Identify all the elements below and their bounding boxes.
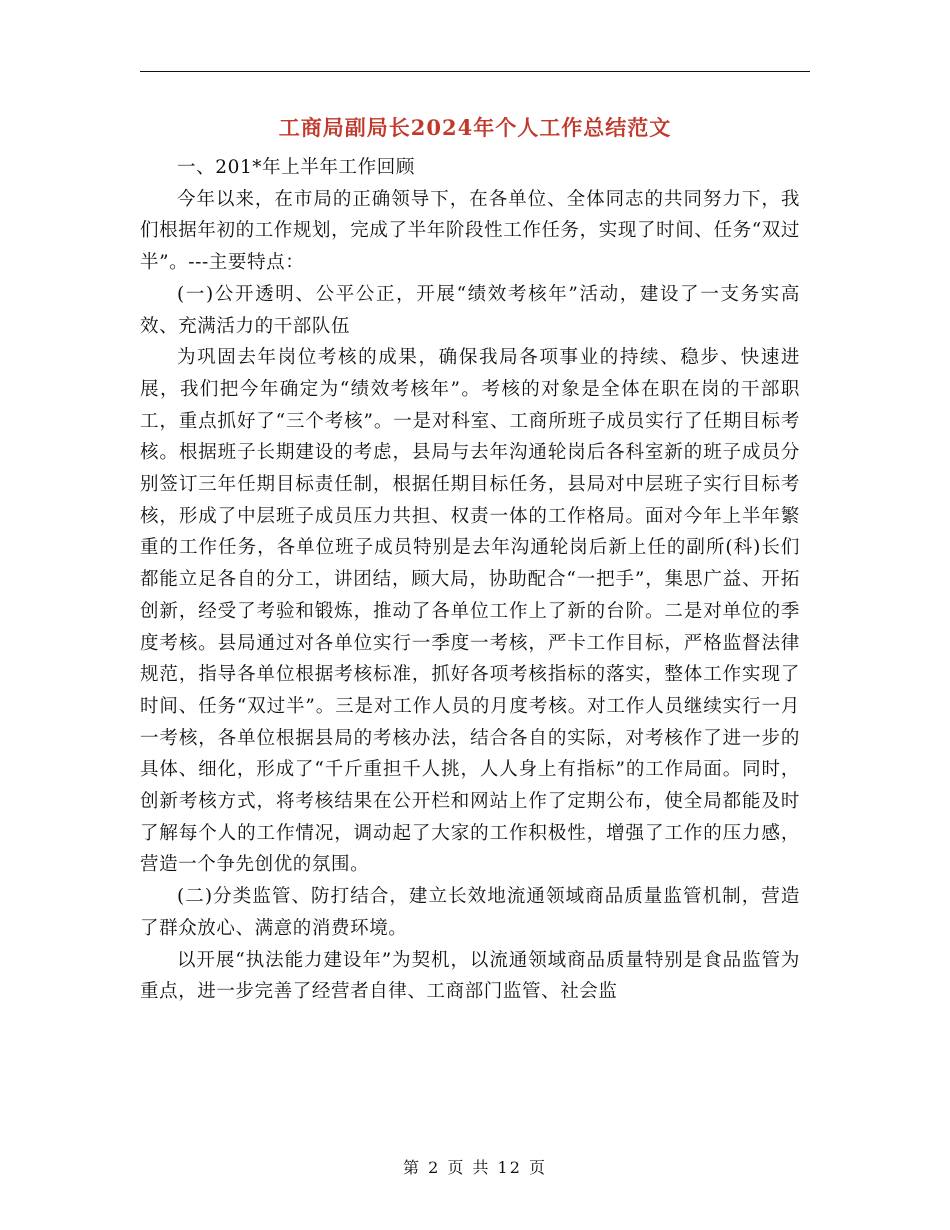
- body-paragraph: 今年以来，在市局的正确领导下，在各单位、全体同志的共同努力下，我们根据年初的工作规划，完成了半年阶段性工作任务，实现了时间、任务“双过半”。---主要特点：: [140, 188, 800, 274]
- page-number-footer: 第 2 页 共 12 页: [403, 1158, 547, 1177]
- body-paragraph: 以开展“执法能力建设年”为契机，以流通领域商品质量特别是食品监管为重点，进一步完善了经营者自律、工商部门监管、社会监: [140, 949, 800, 1003]
- subsection-heading: (二)分类监管、防打结合，建立长效地流通领域商品质量监管机制，营造了群众放心、满意的消费环境。: [140, 886, 800, 939]
- body-paragraph: 为巩固去年岗位考核的成果，确保我局各项事业的持续、稳步、快速进展，我们把今年确定为“绩效考核年”。考核的对象是全体在职在岗的干部职工，重点抓好了“三个考核”。一是对科室、工商所班子成员实行了任期目标考核。根据班子长期建设的考虑，县局与去年沟通轮岗后各科室新的班子成员分别签订三年任期目标责任制，根据任期目标任务，县局对中层班子实行目标考核，形成了中层班子成员压力共担、权责一体的工作格局。面对今年上半年繁重的工作任务，各单位班子成员特别是去年沟通轮岗后新上任的副所(科)长们都能立足各自的分工，讲团结，顾大局，协助配合“一把手”，集思广益、开拓创新，经受了考验和锻炼，推动了各单位工作上了新的台阶。二是对单位的季度考核。县局通过对各单位实行一季度一考核，严卡工作目标，严格监督法律规范，指导各单位根据考核标准，抓好各项考核指标的落实，整体工作实现了时间、任务“双过半”。三是对工作人员的月度考核。对工作人员继续实行一月一考核，各单位根据县局的考核办法，结合各自的实际，对考核作了进一步的具体、细化，形成了“千斤重担千人挑，人人身上有指标”的工作局面。同时，创新考核方式，将考核结果在公开栏和网站上作了定期公布，使全局都能及时了解每个人的工作情况，调动起了大家的工作积极性，增强了工作的压力感，营造一个争先创优的氛围。: [140, 347, 800, 876]
- header-rule: [140, 71, 810, 72]
- document-title: 工商局副局长2024年个人工作总结范文: [278, 115, 672, 140]
- document-body: [140, 152, 800, 1008]
- section-heading: 一、201*年上半年工作回顾: [177, 157, 415, 178]
- subsection-heading: (一)公开透明、公平公正，开展“绩效考核年”活动，建设了一支务实高效、充满活力的干部队伍: [140, 283, 800, 337]
